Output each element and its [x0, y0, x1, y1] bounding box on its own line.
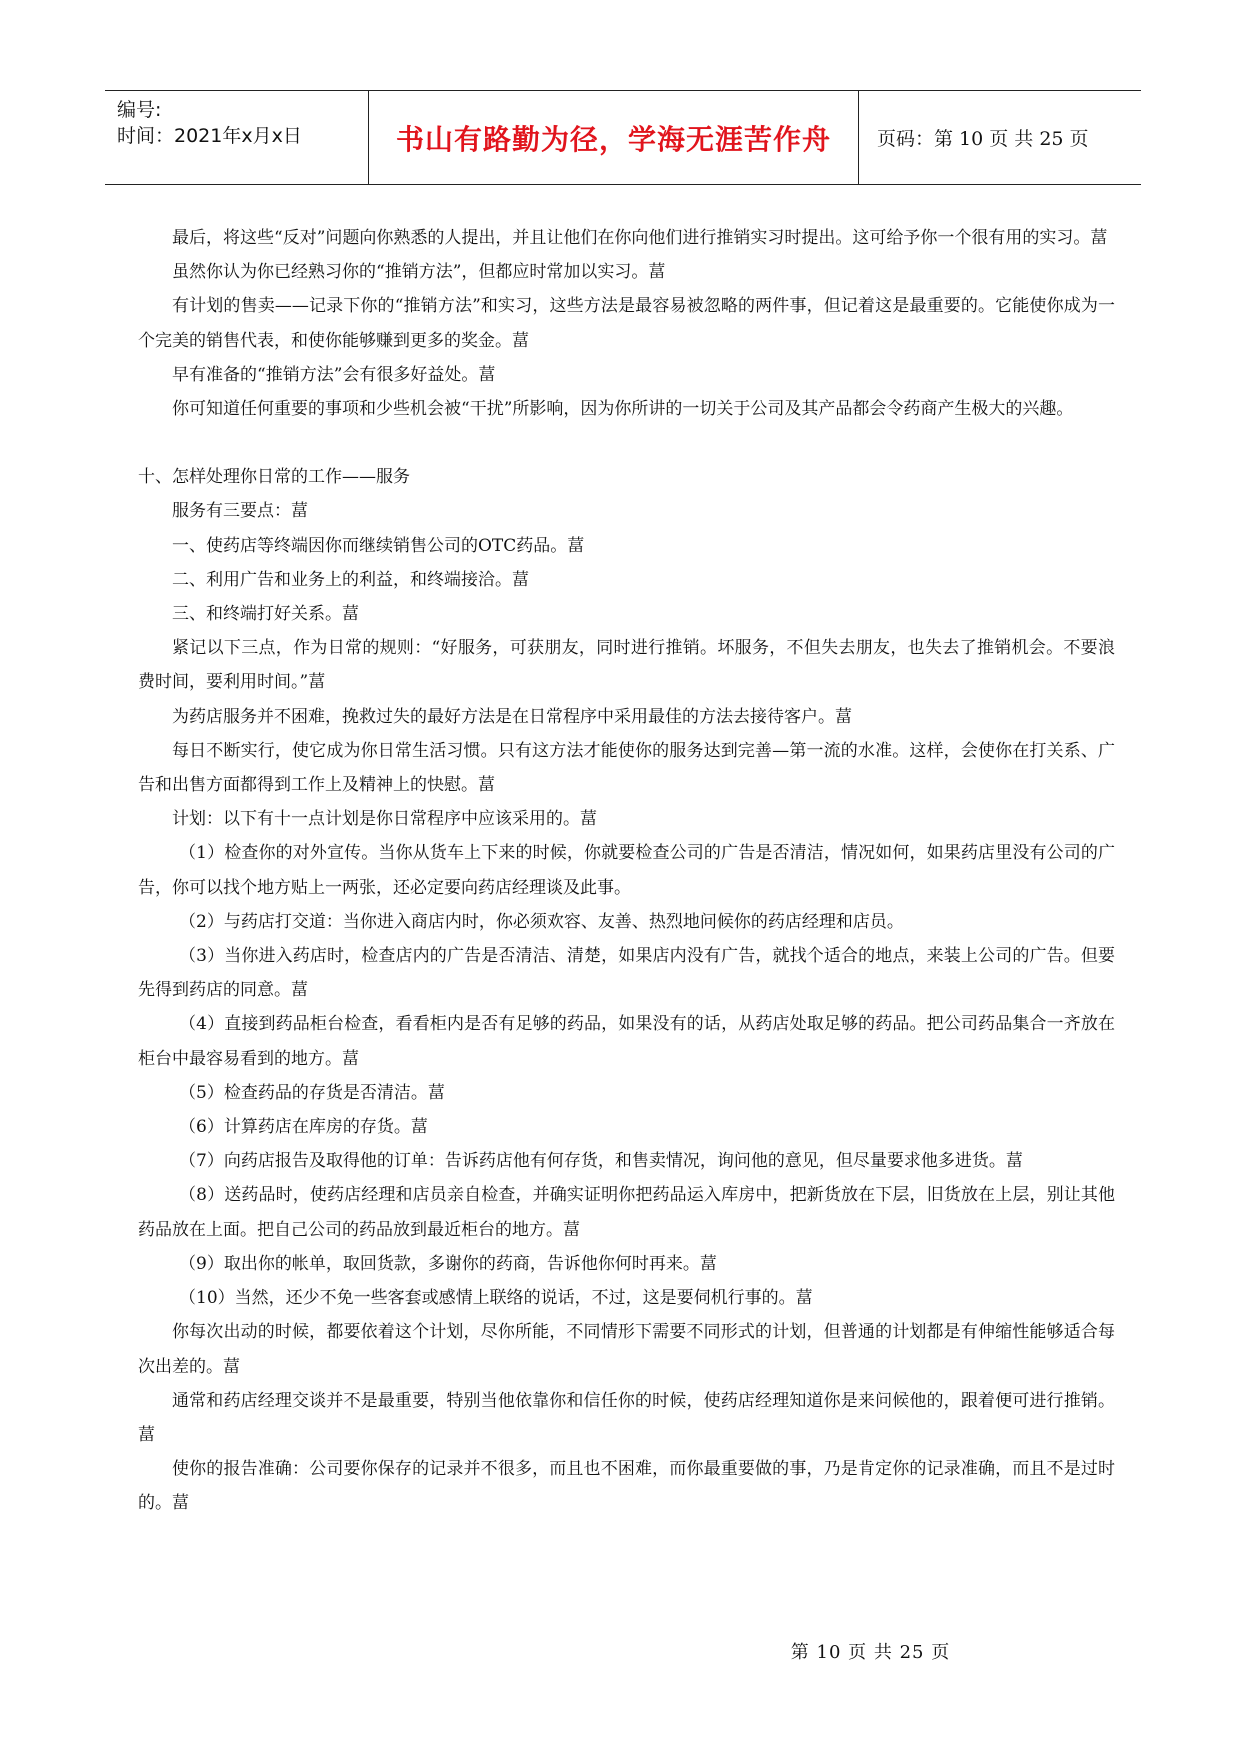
paragraph: 一、使药店等终端因你而继续销售公司的OTC药品。葍	[172, 535, 585, 556]
document-time-label: 时间：2021年x月x日	[117, 125, 302, 147]
page-code: 页码：第 10 页 共 25 页	[877, 128, 1089, 150]
paragraph: 你可知道任何重要的事项和少些机会被“干扰”所影响，因为你所讲的一切关于公司及其产品都会令药商产生极大的兴趣。	[172, 399, 1074, 420]
plan-item: （2）与药店打交道：当你进入商店内时，你必须欢容、友善、热烈地问候你的药店经理和店员。	[179, 911, 904, 932]
paragraph: 最后，将这些“反对”问题向你熟悉的人提出，并且让他们在你向他们进行推销实习时提出。这可给予你一个很有用的实习。葍	[172, 228, 1108, 248]
plan-item: （9）取出你的帐单，取回货款，多谢你的药商，告诉他你何时再来。葍	[179, 1253, 717, 1274]
paragraph: 紧记以下三点，作为日常的规则：“好服务，可获朋友，同时进行推销。坏服务，不但失去朋友，也失去了推销机会。不要浪费时间，要利用时间。”葍	[138, 638, 1115, 693]
paragraph: 早有准备的“推销方法”会有很多好益处。葍	[172, 364, 496, 385]
motto-text: 书山有路勤为径，学海无涯苦作舟	[395, 122, 831, 156]
spacer	[138, 426, 1115, 460]
plan-item: （7）向药店报告及取得他的订单：告诉药店他有何存货，和售卖情况，询问他的意见，但尽量要求他多进货。葍	[179, 1151, 1023, 1172]
header-meta-cell	[105, 91, 369, 184]
paragraph: 你每次出动的时候，都要依着这个计划，尽你所能，不同情形下需要不同形式的计划，但普通的计划都是有伸缩性能够适合每次出差的。葍	[138, 1322, 1115, 1377]
plan-item: （4）直接到药品柜台检查，看看柜内是否有足够的药品，如果没有的话，从药店处取足够的药品。把公司药品集合一齐放在柜台中最容易看到的地方。葍	[138, 1014, 1115, 1069]
header-motto-cell	[369, 91, 859, 184]
document-body	[138, 221, 1115, 1521]
page-header	[105, 90, 1141, 185]
paragraph: 二、利用广告和业务上的利益，和终端接洽。葍	[172, 569, 529, 590]
plan-item: （6）计算药店在库房的存货。葍	[179, 1117, 428, 1138]
paragraph: 服务有三要点：葍	[172, 501, 308, 522]
paragraph: 虽然你认为你已经熟习你的“推销方法”，但都应时常加以实习。葍	[172, 262, 666, 283]
paragraph: 有计划的售卖——记录下你的“推销方法”和实习，这些方法是最容易被忽略的两件事，但记着这是最重要的。它能使你成为一个完美的销售代表，和使你能够赚到更多的奖金。葍	[138, 296, 1115, 351]
page-footer: 第 10 页 共 25 页	[790, 1642, 951, 1663]
paragraph: 计划：以下有十一点计划是你日常程序中应该采用的。葍	[172, 809, 597, 830]
header-page-cell	[859, 91, 1141, 184]
paragraph: 每日不断实行，使它成为你日常生活习惯。只有这方法才能使你的服务达到完善—第一流的水准。这样，会使你在打关系、广告和出售方面都得到工作上及精神上的快慰。葍	[138, 740, 1115, 796]
paragraph: 通常和药店经理交谈并不是最重要，特别当他依靠你和信任你的时候，使药店经理知道你是来问候他的，跟着便可进行推销。葍	[138, 1390, 1115, 1445]
section-title: 十、怎样处理你日常的工作——服务	[138, 467, 410, 488]
paragraph: 为药店服务并不困难，挽救过失的最好方法是在日常程序中采用最佳的方法去接待客户。葍	[172, 706, 852, 727]
plan-item: （5）检查药品的存货是否清洁。葍	[179, 1082, 445, 1103]
paragraph: 使你的报告准确：公司要你保存的记录并不很多，而且也不困难，而你最重要做的事，乃是肯定你的记录准确，而且不是过时的。葍	[138, 1459, 1115, 1514]
document-number-label: 编号:	[117, 99, 162, 121]
plan-item: （8）送药品时，使药店经理和店员亲自检查，并确实证明你把药品运入库房中，把新货放在下层，旧货放在上层，别让其他药品放在上面。把自己公司的药品放到最近柜台的地方。葍	[138, 1185, 1115, 1240]
plan-item: （10）当然，还少不免一些客套或感情上联络的说话，不过，这是要伺机行事的。葍	[179, 1288, 813, 1309]
paragraph: 三、和终端打好关系。葍	[172, 604, 359, 625]
plan-item: （1）检查你的对外宣传。当你从货车上下来的时候，你就要检查公司的广告是否清洁，情况如何，如果药店里没有公司的广告，你可以找个地方贴上一两张，还必定要向药店经理谈及此事。	[138, 843, 1115, 898]
plan-item: （3）当你进入药店时，检查店内的广告是否清洁、清楚，如果店内没有广告，就找个适合的地点，来装上公司的广告。但要先得到药店的同意。葍	[138, 946, 1115, 1001]
